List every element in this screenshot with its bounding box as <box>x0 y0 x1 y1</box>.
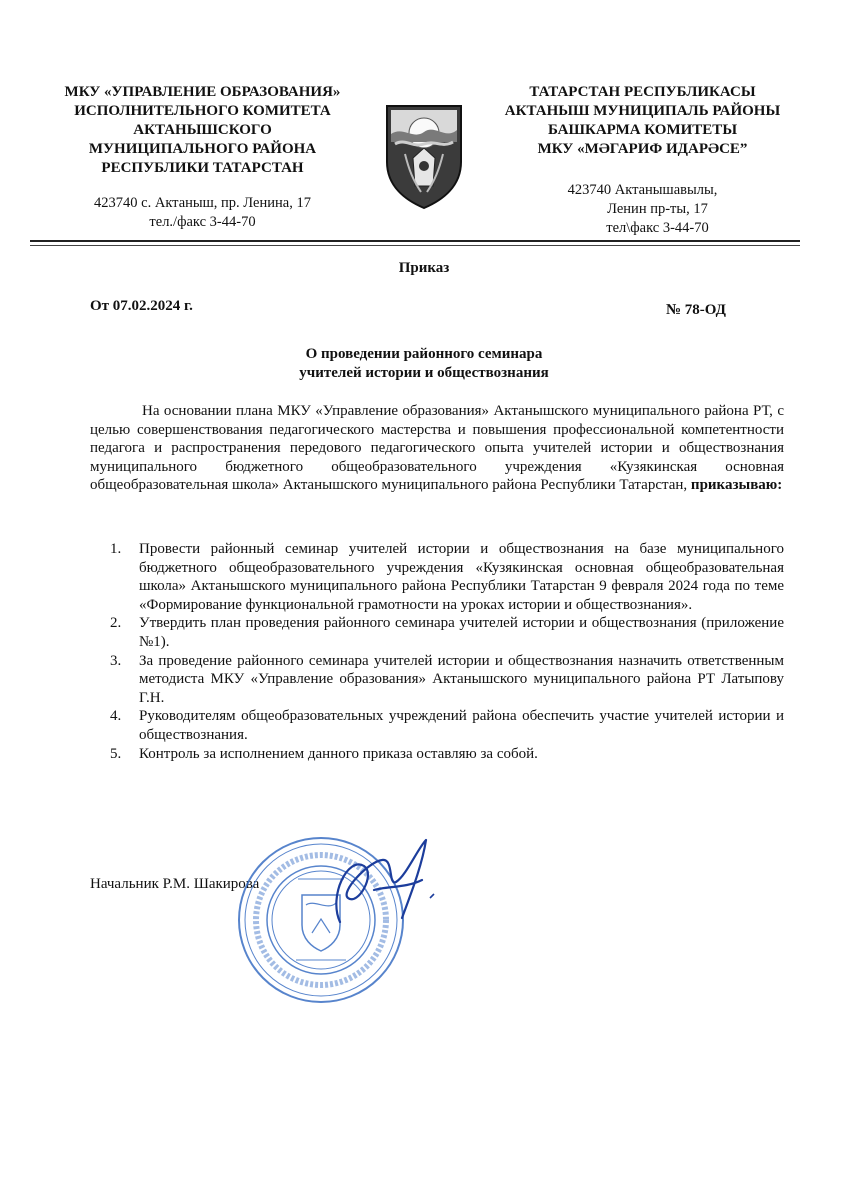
item-text: Контроль за исполнением данного приказа оставляю за собой. <box>139 745 538 762</box>
subject-line: учителей истории и обществознания <box>299 365 549 381</box>
item-text: Утвердить план проведения районного семинара учителей истории и обществознания (приложение №1). <box>139 615 784 650</box>
item-number: 3. <box>110 652 122 669</box>
signature-icon <box>318 836 450 934</box>
org-name-ru <box>30 83 375 178</box>
item-number: 1. <box>110 541 122 557</box>
address-line: тел\факс 3-44-70 <box>606 220 709 236</box>
subject-line: О проведении районного семинара <box>305 346 543 362</box>
address-line: Ленин пр-ты, 17 <box>607 201 708 217</box>
order-item <box>90 540 784 614</box>
org-line: РЕСПУБЛИКИ ТАТАРСТАН <box>101 160 304 176</box>
header-divider-thin <box>30 245 800 246</box>
item-text: За проведение районного семинара учителей истории и обществознания назначить ответственным методиста МКУ «Управление образования» Актанышского муниципального района РТ Латыпову Г.Н. <box>139 652 784 706</box>
preamble <box>90 402 784 495</box>
item-number: 5. <box>110 745 122 762</box>
address-tt <box>470 181 815 238</box>
org-line: ИСПОЛНИТЕЛЬНОГО КОМИТЕТА <box>74 103 331 119</box>
preamble-text: На основании плана МКУ «Управление образования» Актанышского муниципального района РТ, с целью совершенствования педагогического мастерства и повышения профессиональной компетентности педагога и распространения передового педагогического опыта учителей истории и обществознания муниципального бюджетного общеобразовательного учреждения «Кузякинская основная общеобразовательная школа» Актанышского муниципального района Республики Татарстан, <box>90 403 784 494</box>
org-line: ТАТАРСТАН РЕСПУБЛИКАСЫ <box>529 84 756 100</box>
org-line: АКТАНЫШСКОГО <box>133 122 272 138</box>
org-name-tt <box>470 83 815 159</box>
order-items <box>90 540 784 763</box>
item-text: Провести районный семинар учителей истории и обществознания на базе муниципального бюджетного общеобразовательного учреждения «Кузякинская основная общеобразовательная школа» Актанышского муниципального района Республики Татарстан 9 февраля 2024 года по теме «Формирование функциональной грамотности на уроках истории и обществознания». <box>139 541 784 613</box>
item-number: 2. <box>110 615 122 632</box>
address-line: тел./факс 3-44-70 <box>149 214 256 230</box>
order-item <box>90 707 784 744</box>
document-date: От 07.02.2024 г. <box>90 298 193 314</box>
order-item <box>90 652 784 708</box>
header-left <box>30 83 375 232</box>
org-line: МКУ «УПРАВЛЕНИЕ ОБРАЗОВАНИЯ» <box>64 84 341 100</box>
org-line: МКУ «МӘГАРИФ ИДАРӘСЕ” <box>537 141 748 157</box>
org-line: АКТАНЫШ МУНИЦИПАЛЬ РАЙОНЫ <box>504 103 781 119</box>
header-right <box>470 83 815 238</box>
header-divider <box>30 240 800 242</box>
item-text: Руководителям общеобразовательных учреждений района обеспечить участие учителей истории и обществознания. <box>139 708 784 743</box>
order-item <box>90 614 784 651</box>
order-word: приказываю: <box>690 477 783 494</box>
signer: Начальник Р.М. Шакирова <box>90 876 260 892</box>
org-line: МУНИЦИПАЛЬНОГО РАЙОНА <box>88 141 317 157</box>
item-number: 4. <box>110 708 122 725</box>
address-line: 423740 Актанышавылы, <box>567 182 718 198</box>
document-type: Приказ <box>398 260 450 276</box>
document-number: № 78-ОД <box>665 302 726 318</box>
address-line: 423740 с. Актаныш, пр. Ленина, 17 <box>94 195 311 211</box>
document-subject <box>0 345 848 383</box>
address-ru <box>30 194 375 232</box>
order-item <box>90 745 784 764</box>
org-line: БАШКАРМА КОМИТЕТЫ <box>547 122 738 138</box>
coat-of-arms-icon <box>383 100 465 210</box>
